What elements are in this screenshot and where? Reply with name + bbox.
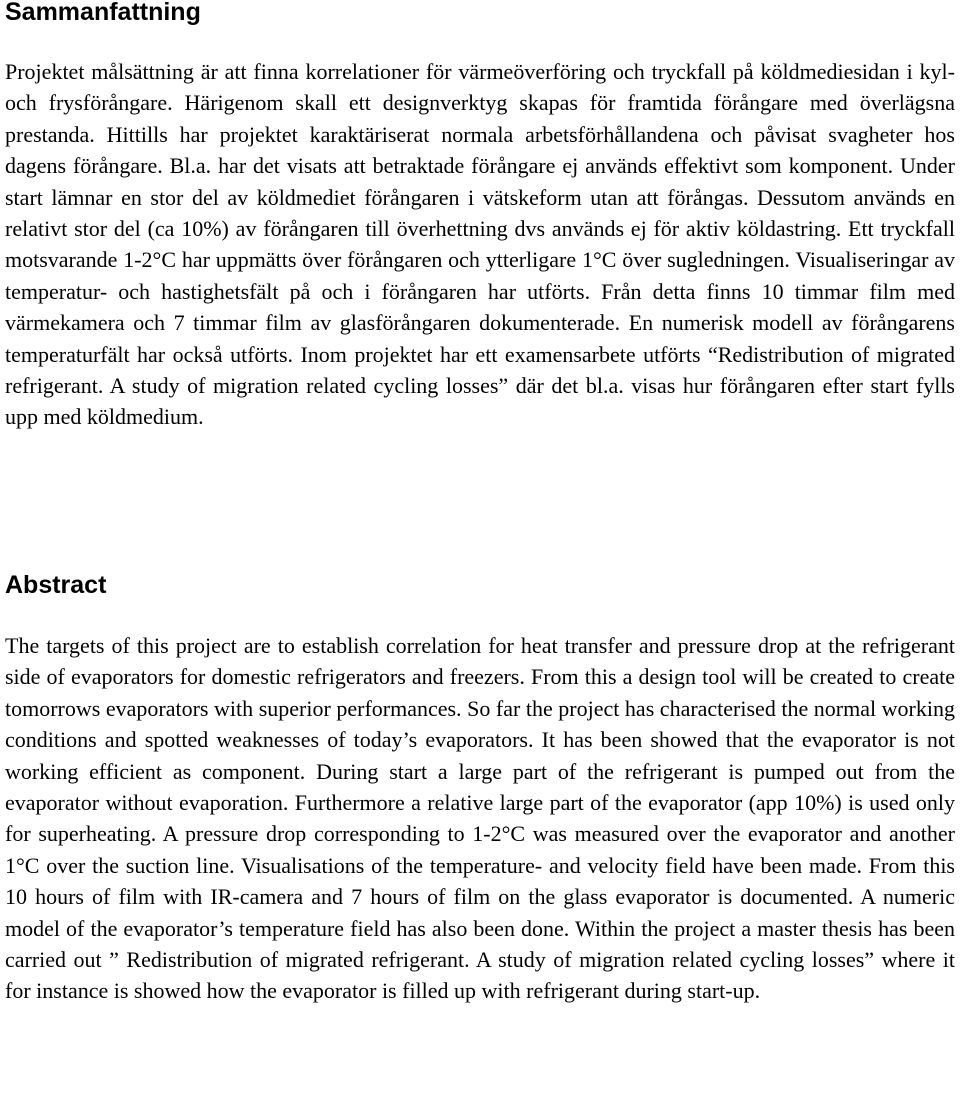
- paragraph-abstract: The targets of this project are to establish correlation for heat transfer and pressure drop at the refrigerant side of evaporators for domestic refrigerators and freezers. From this a design tool will be created to create tomorrows evaporators with superior performances. So far the project has characterised the normal working conditions and spotted weaknesses of today’s evaporators. It has been showed that the evaporator is not working efficient as component. During start a large part of the refrigerant is pumped out from the evaporator without evaporation. Furthermore a relative large part of the evaporator (app 10%) is used only for superheating. A pressure drop corresponding to 1-2°C was measured over the evaporator and another 1°C over the suction line. Visualisations of the temperature- and velocity field have been made. From this 10 hours of film with IR-camera and 7 hours of film on the glass evaporator is documented. A numeric model of the evaporator’s temperature field has also been done. Within the project a master thesis has been carried out ” Redistribution of migrated refrigerant. A study of migration related cycling losses” where it for instance is showed how the evaporator is filled up with refrigerant during start-up.: [5, 633, 955, 1004]
- heading-abstract: Abstract: [5, 571, 107, 599]
- paragraph-sammanfattning: Projektet målsättning är att finna korrelationer för värmeöverföring och tryckfall på köldmediesidan i kyl- och frysförångare. Härigenom skall ett designverktyg skapas för framtida förångare med överlägsna prestanda. Hittills har projektet karaktäriserat normala arbetsförhållandena och påvisat svagheter hos dagens förångare. Bl.a. har det visats att betraktade förångare ej används effektivt som komponent. Under start lämnar en stor del av köldmediet förångaren i vätskeform utan att förångas. Dessutom används en relativt stor del (ca 10%) av förångaren till överhettning dvs används ej för aktiv köldastring. Ett tryckfall motsvarande 1-2°C har uppmätts över förångaren och ytterligare 1°C över sugledningen. Visualiseringar av temperatur- och hastighetsfält på och i förångaren har utförts. Från detta finns 10 timmar film med värmekamera och 7 timmar film av glasförångaren dokumenterade. En numerisk modell av förångarens temperaturfält har också utförts. Inom projektet har ett examensarbete utförts “Redistribution of migrated refrigerant. A study of migration related cycling losses” där det bl.a. visas hur förångaren efter start fylls upp med köldmedium.: [5, 59, 955, 430]
- heading-sammanfattning: Sammanfattning: [5, 0, 201, 26]
